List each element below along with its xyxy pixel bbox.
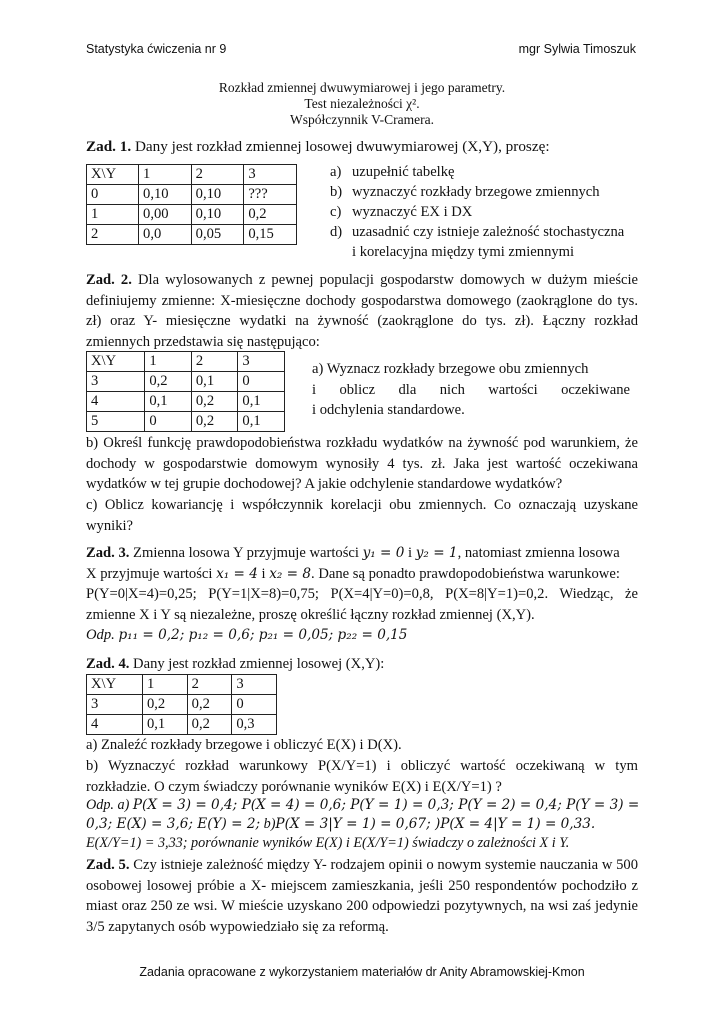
header-left: Statystyka ćwiczenia nr 9 [86, 42, 227, 56]
y1-value: y₁ = 0 [362, 545, 405, 561]
task4-odp-line-1 [86, 796, 638, 815]
task3-text: X przyjmuje wartości [86, 565, 217, 582]
task4-odp-a-2: 0,3; E(X) = 3,6; E(Y) = 2; [86, 816, 261, 832]
task4-part-a: a) Znaleźć rozkłady brzegowe i obliczyć E(X) i D(X). [86, 737, 402, 753]
task4-odp-b: P(X = 3|Y = 1) = 0,67; )P(X = 4|Y = 1) = 0,33. [275, 816, 596, 832]
list-item-text: wyznaczyć rozkłady brzegowe zmiennych [352, 184, 600, 200]
table-cell: 0,2 [145, 372, 192, 392]
task3-line-3: P(Y=0|X=4)=0,25; P(Y=1|X=8)=0,75; P(X=4|Y=0)=0,8, P(X=8|Y=1)=0,2. Wiedząc, że zmienne X i Y są niezależne, proszę określić łączny rozkład zmiennej (X,Y). [86, 586, 638, 623]
table-cell: 3 [232, 675, 277, 695]
task4-odp-a-1: P(X = 3) = 0,4; P(X = 4) = 0,6; P(Y = 1) = 0,3; P(Y = 2) = 0,4; P(Y = 3) = [132, 797, 640, 813]
task4-label: Zad. 4. [86, 656, 130, 672]
task3-odp-label: Odp. [86, 627, 115, 643]
task2-a-line-1: a) Wyznacz rozkłady brzegowe obu zmiennych [312, 361, 589, 377]
title-line-2: Test niezależności χ². [304, 96, 420, 111]
table-cell: 0,15 [244, 225, 297, 245]
table-cell: 0 [232, 695, 277, 715]
table-cell: 1 [142, 675, 187, 695]
task4-intro [86, 654, 638, 675]
task3-body [86, 543, 638, 646]
table-cell: 0,10 [191, 185, 244, 205]
task3-text: Zmienna losowa Y przyjmuje wartości [133, 545, 363, 561]
list-item-key [330, 242, 352, 262]
task4-odp-b-label: b) [263, 816, 276, 832]
task4-intro-text: Dany jest rozkład zmiennej losowej (X,Y): [133, 656, 385, 672]
table-cell: 3 [87, 372, 145, 392]
list-item [330, 222, 624, 242]
table-cell: 0,10 [191, 205, 244, 225]
task1-label: Zad. 1. [86, 138, 132, 155]
table-row [87, 165, 297, 185]
task4-answer [86, 796, 638, 853]
table-cell: 0,1 [238, 412, 285, 432]
task3-text: . Dane są ponadto prawdopodobieństwa warunkowe: [311, 565, 620, 582]
header-right: mgr Sylwia Timoszuk [518, 42, 636, 56]
table-cell: 0,00 [139, 205, 192, 225]
task3-text: , natomiast zmienna losowa [457, 545, 620, 561]
task3-line-1 [86, 543, 638, 564]
table-cell: 0 [238, 372, 285, 392]
table-row [87, 392, 285, 412]
list-item-key: d) [330, 224, 343, 240]
table-cell: 0,1 [191, 372, 238, 392]
task3-answer [86, 625, 638, 646]
table-cell: 0,2 [187, 715, 232, 735]
task2-part-b: b) Określ funkcję prawdopodobieństwa rozkładu wydatków na żywność pod warunkiem, że dochody w gospodarstwie domowym wynosiły 4 tys. zł. Jaka jest wartość oczekiwana wydatków w tej grupie dochodowej? A jakie odchylenie standardowe wydatków? [86, 435, 638, 492]
title-line-1: Rozkład zmiennej dwuwymiarowej i jego parametry. [218, 80, 506, 95]
task2-intro-text: Dla wylosowanych z pewnej populacji gospodarstw domowych w dużym mieście definiujemy zmienne: X-miesięczne dochody gospodarstwa domowego (zaokrąglone do tys. zł) oraz Y- miesięczne wydatki na żywność (zaokrąglone do tys. zł). Łączny rozkład zmiennych przedstawia się następująco: [86, 272, 639, 350]
list-item-text: uzupełnić tabelkę [352, 164, 455, 180]
list-item-text: i korelacyjna między tymi zmiennymi [352, 244, 575, 260]
table-cell: 0,10 [139, 185, 192, 205]
table-cell: 3 [87, 695, 143, 715]
task3-text: i [257, 565, 270, 582]
task2-table [86, 351, 285, 432]
table-cell: 4 [87, 715, 143, 735]
table-row [87, 205, 297, 225]
list-item [330, 162, 624, 182]
table-cell: 0,2 [244, 205, 297, 225]
table-cell: X\Y [87, 675, 143, 695]
table-cell: 0,3 [232, 715, 277, 735]
document-title [0, 80, 724, 128]
table-cell: ??? [244, 185, 297, 205]
table-cell: 2 [187, 675, 232, 695]
title-line-3: Współczynnik V-Cramera. [290, 112, 434, 127]
table-cell: 5 [87, 412, 145, 432]
task2-intro [86, 270, 638, 352]
table-cell: 0 [145, 412, 192, 432]
table-cell: X\Y [87, 352, 145, 372]
task2-a-line-3: i odchylenia standardowe. [312, 402, 465, 418]
table-row [87, 675, 277, 695]
table-cell: 3 [238, 352, 285, 372]
table-row [87, 715, 277, 735]
table-cell: 3 [244, 165, 297, 185]
task2-part-a [312, 359, 630, 421]
list-item-key: c) [330, 204, 342, 220]
table-cell: 1 [145, 352, 192, 372]
list-item-text: uzasadnić czy istnieje zależność stochastyczna [352, 224, 625, 240]
task5-body [86, 855, 638, 937]
footer: Zadania opracowane z wykorzystaniem materiałów dr Anity Abramowskiej-Kmon [139, 965, 585, 979]
task1-table [86, 164, 297, 245]
task3-odp: p₁₁ = 0,2; p₁₂ = 0,6; p₂₁ = 0,05; p₂₂ = 0,15 [118, 627, 408, 643]
task4-odp-line-3: E(X/Y=1) = 3,33; porównanie wyników E(X) i E(X/Y=1) świadczy o zależności X i Y. [86, 835, 570, 851]
task3-text: i [404, 545, 416, 561]
table-cell: 2 [191, 352, 238, 372]
table-cell: 0,1 [238, 392, 285, 412]
table-cell: 0,2 [187, 695, 232, 715]
table-cell: 2 [87, 225, 139, 245]
table-row [87, 185, 297, 205]
table-row [87, 225, 297, 245]
table-cell: 2 [191, 165, 244, 185]
table-cell: 0,1 [145, 392, 192, 412]
table-cell: 0,1 [142, 715, 187, 735]
task5-label: Zad. 5. [86, 857, 130, 873]
task1-intro [86, 137, 638, 158]
list-item [330, 242, 624, 262]
table-row [87, 372, 285, 392]
list-item-text: wyznaczyć EX i DX [352, 204, 473, 220]
table-cell: 4 [87, 392, 145, 412]
task3-line-2 [86, 564, 638, 585]
table-cell: 0 [87, 185, 139, 205]
task4-odp-line-2 [86, 815, 638, 834]
table-cell: 0,2 [142, 695, 187, 715]
y2-value: y₂ = 1 [415, 545, 458, 561]
task2-a-line-2: i oblicz dla nich wartości oczekiwane [312, 381, 630, 398]
table-cell: 0,05 [191, 225, 244, 245]
x1-value: x₁ = 4 [216, 565, 258, 582]
task4-table [86, 674, 277, 735]
list-item [330, 182, 624, 202]
table-cell: 0,0 [139, 225, 192, 245]
task2-label: Zad. 2. [86, 272, 132, 288]
task2-part-c: c) Oblicz kowariancję i współczynnik korelacji obu zmiennych. Co oznaczają uzyskane wyniki? [86, 497, 638, 534]
task4-odp-a-label: Odp. a) [86, 797, 130, 813]
table-cell: 1 [87, 205, 139, 225]
table-cell: 0,2 [191, 392, 238, 412]
table-cell: X\Y [87, 165, 139, 185]
table-cell: 1 [139, 165, 192, 185]
list-item-key: a) [330, 164, 342, 180]
task1-intro-text: Dany jest rozkład zmiennej losowej dwuwymiarowej (X,Y), proszę: [134, 138, 550, 155]
task4-part-b: b) Wyznaczyć rozkład warunkowy P(X/Y=1) i obliczyć wartość oczekiwaną w tym rozkładzie. O czym świadczy porównanie wyników E(X) i E(X/Y=1) ? [86, 758, 638, 795]
task3-label: Zad. 3. [86, 545, 130, 561]
task1-list [330, 162, 624, 262]
x2-value: x₂ = 8 [269, 565, 312, 582]
table-row [87, 412, 285, 432]
table-row [87, 695, 277, 715]
task5-text: Czy istnieje zależność między Y- rodzajem opinii o nowym systemie nauczania w 500 osobowej losowej próbie a X- miejscem zamieszkania, jeśli 250 respondentów pochodziło z miast oraz 250 ze wsi. W mieście uzyskano 200 odpowiedzi pozytywnych, na wsi zaś jedynie 3/5 zapytanych osób wypowiedziało się za reformą. [86, 857, 639, 935]
table-row [87, 352, 285, 372]
table-cell: 0,2 [191, 412, 238, 432]
list-item-key: b) [330, 184, 343, 200]
list-item [330, 202, 624, 222]
